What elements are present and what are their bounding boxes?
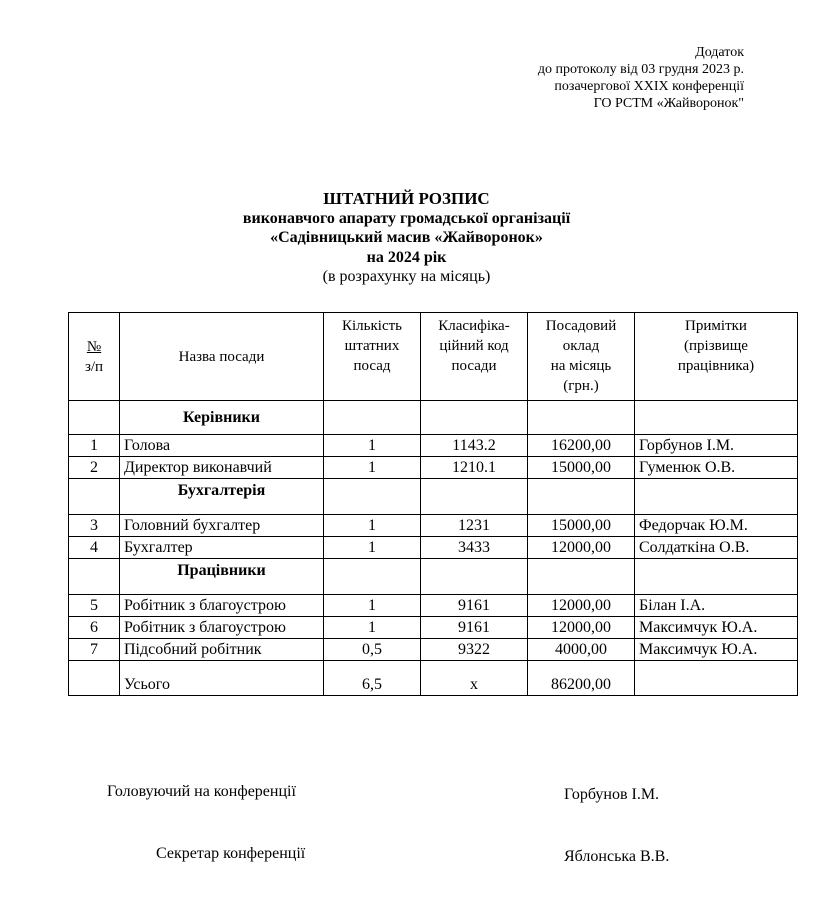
cell-note: Максимчук Ю.А. (635, 617, 798, 639)
signature-role: Секретар конференції (156, 845, 306, 862)
cell-num: 1 (69, 435, 120, 457)
title-line: на 2024 рік (366, 248, 447, 266)
staff-table (68, 312, 798, 696)
empty-cell (528, 401, 635, 435)
annex-line: позачергової XXIX конференції (554, 79, 744, 94)
header-text: штатних (344, 338, 400, 354)
cell-code: 9322 (421, 639, 528, 661)
header-text: посади (451, 358, 497, 374)
empty-cell (324, 559, 421, 595)
cell-position: Робітник з благоустрою (120, 617, 324, 639)
annex-line: Додаток (695, 45, 744, 60)
cell-note: Гуменюк О.В. (635, 457, 798, 479)
header-text: № (86, 338, 102, 355)
cell-note: Білан І.А. (635, 595, 798, 617)
cell-count: 1 (324, 435, 421, 457)
total-label: Усього (120, 661, 324, 696)
cell-code: 3433 (421, 537, 528, 559)
title-line: виконавчого апарату громадської організації (242, 209, 571, 227)
table-row (69, 435, 798, 457)
header-text: Примітки (685, 318, 747, 334)
empty-cell (528, 559, 635, 595)
header-text: (прізвище (684, 338, 748, 354)
table-header-row (69, 313, 798, 401)
empty-cell (69, 401, 120, 435)
cell-salary: 15000,00 (528, 515, 635, 537)
cell-count: 1 (324, 617, 421, 639)
empty-cell (421, 401, 528, 435)
signature-name: Яблонська В.В. (564, 848, 670, 865)
header-name: Назва посади (120, 313, 324, 401)
signature-role: Головуючий на конференції (107, 783, 296, 800)
cell-num: 6 (69, 617, 120, 639)
header-text: на місяць (550, 358, 612, 374)
empty-cell (69, 661, 120, 696)
cell-code: 9161 (421, 617, 528, 639)
empty-cell (635, 401, 798, 435)
header-num (69, 313, 120, 401)
empty-cell (324, 401, 421, 435)
cell-note: Максимчук Ю.А. (635, 639, 798, 661)
title-main: ШТАТНИЙ РОЗПИС (323, 189, 490, 208)
cell-count: 1 (324, 515, 421, 537)
header-text: Класифіка- (438, 318, 510, 334)
empty-cell (528, 479, 635, 515)
section-row (69, 401, 798, 435)
section-row (69, 559, 798, 595)
cell-code: 1143.2 (421, 435, 528, 457)
empty-cell (421, 479, 528, 515)
cell-num: 3 (69, 515, 120, 537)
cell-num: 5 (69, 595, 120, 617)
header-text: Кількість (341, 318, 402, 334)
cell-code: 9161 (421, 595, 528, 617)
cell-position: Головний бухгалтер (120, 515, 324, 537)
cell-position: Директор виконавчий (120, 457, 324, 479)
empty-cell (324, 479, 421, 515)
annex-note (538, 44, 744, 112)
table-row (69, 595, 798, 617)
annex-line: ГО РСТМ «Жайворонок" (593, 96, 744, 111)
cell-salary: 4000,00 (528, 639, 635, 661)
header-text: посад (353, 358, 391, 374)
table-row (69, 537, 798, 559)
cell-count: 0,5 (324, 639, 421, 661)
section-name: Керівники (120, 401, 324, 435)
total-count: 6,5 (324, 661, 421, 696)
cell-note: Федорчак Ю.М. (635, 515, 798, 537)
header-text: з/п (84, 358, 104, 375)
cell-note: Горбунов І.М. (635, 435, 798, 457)
header-count (324, 313, 421, 401)
cell-count: 1 (324, 457, 421, 479)
section-row (69, 479, 798, 515)
cell-salary: 12000,00 (528, 537, 635, 559)
cell-salary: 16200,00 (528, 435, 635, 457)
cell-salary: 12000,00 (528, 617, 635, 639)
annex-line: до протоколу від 03 грудня 2023 р. (537, 62, 744, 77)
table-row (69, 639, 798, 661)
empty-cell (69, 479, 120, 515)
empty-cell (635, 559, 798, 595)
table-row (69, 515, 798, 537)
empty-cell (635, 479, 798, 515)
cell-count: 1 (324, 537, 421, 559)
cell-num: 4 (69, 537, 120, 559)
cell-num: 7 (69, 639, 120, 661)
cell-code: 1210.1 (421, 457, 528, 479)
header-text: ційний код (439, 338, 509, 354)
cell-position: Бухгалтер (120, 537, 324, 559)
cell-salary: 12000,00 (528, 595, 635, 617)
signature-name: Горбунов І.М. (564, 786, 660, 803)
empty-cell (69, 559, 120, 595)
table-row (69, 457, 798, 479)
header-salary (528, 313, 635, 401)
header-text: (грн.) (563, 378, 599, 394)
title-line: «Садівницький масив «Жайворонок» (270, 229, 543, 246)
cell-salary: 15000,00 (528, 457, 635, 479)
header-note (635, 313, 798, 401)
header-text: Посадовий (545, 318, 617, 334)
cell-code: 1231 (421, 515, 528, 537)
cell-position: Підсобний робітник (120, 639, 324, 661)
total-code: х (421, 661, 528, 696)
total-salary: 86200,00 (528, 661, 635, 696)
cell-num: 2 (69, 457, 120, 479)
section-name: Бухгалтерія (120, 479, 324, 515)
section-name: Працівники (120, 559, 324, 595)
header-text: оклад (562, 338, 600, 354)
table-row (69, 617, 798, 639)
total-row (69, 661, 798, 696)
cell-note: Солдаткіна О.В. (635, 537, 798, 559)
cell-position: Голова (120, 435, 324, 457)
empty-cell (635, 661, 798, 696)
title-subline: (в розрахунку на місяць) (322, 268, 491, 285)
empty-cell (421, 559, 528, 595)
cell-count: 1 (324, 595, 421, 617)
header-text: працівника) (677, 358, 755, 374)
cell-position: Робітник з благоустрою (120, 595, 324, 617)
document-title (0, 189, 813, 287)
header-code (421, 313, 528, 401)
